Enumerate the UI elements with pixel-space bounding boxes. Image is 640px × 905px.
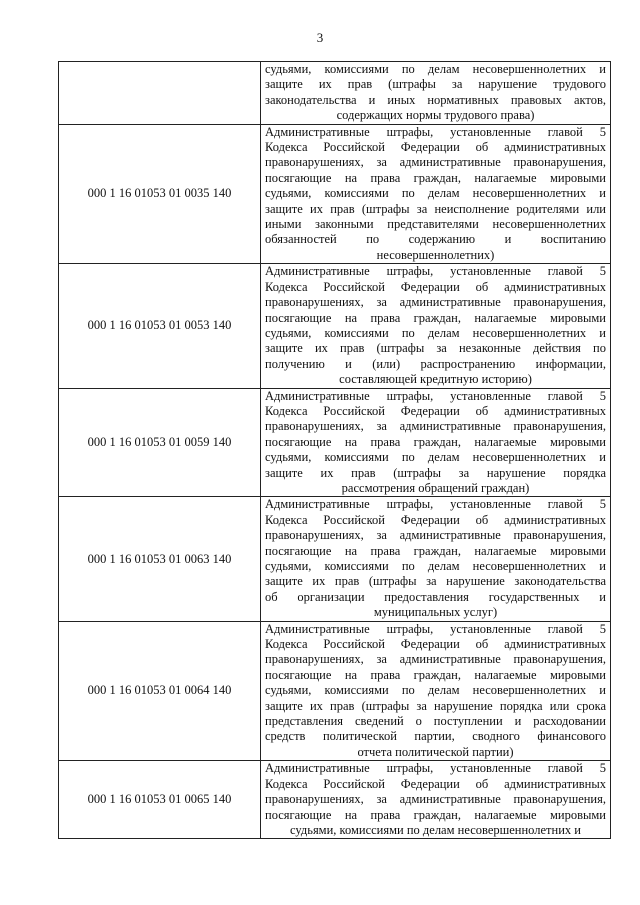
description-cell — [261, 497, 611, 621]
description-line: законодательства и иных нормативных правовых актов, — [265, 92, 606, 107]
description-line: Административные штрафы, установленные главой 5 — [265, 497, 606, 512]
description-line: судьями, комиссиями по делам несовершеннолетних и — [265, 683, 606, 698]
description-line: содержащих нормы трудового права) — [336, 108, 535, 123]
description-line: рассмотрения обращений граждан) — [341, 480, 530, 495]
description-line: получению и (или) распространению информации, — [265, 356, 606, 371]
description-line: муниципальных услуг) — [373, 605, 498, 620]
description-line: Административные штрафы, установленные главой 5 — [265, 761, 606, 776]
description-cell — [261, 264, 611, 388]
table-body — [59, 62, 611, 839]
description-line: Административные штрафы, установленные главой 5 — [265, 264, 606, 279]
description-line: средств политической партии, сводного финансового — [265, 729, 606, 744]
description-line: иными законными представителями несовершеннолетних — [265, 217, 606, 232]
description-line: Кодекса Российской Федерации об административных — [265, 776, 606, 791]
description-line: Кодекса Российской Федерации об административных — [265, 512, 606, 527]
description-line: правонарушениях, за административные правонарушения, — [265, 155, 606, 170]
description-line: посягающие на права граждан, налагаемые мировыми — [265, 807, 606, 822]
description-line: составляющей кредитную историю) — [339, 372, 532, 387]
description-line: отчета политической партии) — [357, 744, 514, 759]
description-line: Кодекса Российской Федерации об административных — [265, 637, 606, 652]
budget-code-cell — [59, 62, 261, 125]
description-cell — [261, 621, 611, 761]
table-row — [59, 124, 611, 264]
description-line: судьями, комиссиями по делам несовершеннолетних и — [265, 559, 606, 573]
budget-code-cell: 000 1 16 01053 01 0059 140 — [59, 388, 261, 497]
budget-code-cell: 000 1 16 01053 01 0063 140 — [59, 497, 261, 621]
description-cell — [261, 388, 611, 497]
description-line: посягающие на права граждан, налагаемые мировыми — [265, 667, 606, 682]
description-line: Кодекса Российской Федерации об административных — [265, 140, 606, 155]
budget-code-cell: 000 1 16 01053 01 0065 140 — [59, 761, 261, 839]
table-row — [59, 761, 611, 839]
description-line: судьями, комиссиями по делам несовершеннолетних и — [265, 450, 606, 465]
table-row — [59, 388, 611, 497]
budget-code-cell: 000 1 16 01053 01 0064 140 — [59, 621, 261, 761]
description-line: защите их прав (штрафы за нарушение порядка — [265, 465, 606, 480]
description-line: посягающие на права граждан, налагаемые мировыми — [265, 310, 606, 325]
description-line: об организации предоставления государственных и — [265, 589, 606, 604]
description-line: посягающие на права граждан, налагаемые мировыми — [265, 434, 606, 449]
description-line: судьями, комиссиями по делам несовершеннолетних и — [265, 325, 606, 340]
table-row — [59, 621, 611, 761]
table-row — [59, 497, 611, 621]
description-cell — [261, 761, 611, 839]
description-line: обязанностей по содержанию и воспитанию — [265, 232, 606, 247]
description-line: защите их прав (штрафы за нарушение законодательства — [265, 574, 606, 589]
table-row — [59, 62, 611, 125]
description-line: защите их прав (штрафы за нарушение порядка или срока — [265, 698, 606, 713]
description-line: посягающие на права граждан, налагаемые мировыми — [265, 543, 606, 558]
description-cell — [261, 124, 611, 264]
description-cell — [261, 62, 611, 125]
description-line: Кодекса Российской Федерации об административных — [265, 403, 606, 418]
budget-codes-table — [58, 61, 611, 839]
description-line: правонарушениях, за административные правонарушения, — [265, 295, 606, 310]
description-line: правонарушениях, за административные правонарушения, — [265, 652, 606, 667]
description-line: правонарушениях, за административные правонарушения, — [265, 419, 606, 434]
description-line: защите их прав (штрафы за нарушение трудового — [265, 77, 606, 92]
description-line: Административные штрафы, установленные главой 5 — [265, 124, 606, 139]
description-line: судьями, комиссиями по делам несовершеннолетних и — [265, 62, 606, 76]
description-line: защите их прав (штрафы за неисполнение родителями или — [265, 201, 606, 216]
description-line: судьями, комиссиями по делам несовершеннолетних и — [290, 822, 581, 837]
table-row — [59, 264, 611, 388]
description-line: Административные штрафы, установленные главой 5 — [265, 621, 606, 636]
description-line: правонарушениях, за административные правонарушения, — [265, 528, 606, 543]
description-line: представления сведений о поступлении и расходовании — [265, 714, 606, 729]
description-line: Административные штрафы, установленные главой 5 — [265, 388, 606, 403]
page-number: 3 — [316, 30, 324, 45]
description-line: судьями, комиссиями по делам несовершеннолетних и — [265, 186, 606, 201]
description-line: правонарушениях, за административные правонарушения, — [265, 792, 606, 807]
budget-code-cell: 000 1 16 01053 01 0035 140 — [59, 124, 261, 264]
description-line: несовершеннолетних) — [376, 247, 495, 262]
description-line: посягающие на права граждан, налагаемые мировыми — [265, 170, 606, 185]
budget-code-cell: 000 1 16 01053 01 0053 140 — [59, 264, 261, 388]
description-line: защите их прав (штрафы за незаконные действия по — [265, 341, 606, 356]
description-line: Кодекса Российской Федерации об административных — [265, 279, 606, 294]
